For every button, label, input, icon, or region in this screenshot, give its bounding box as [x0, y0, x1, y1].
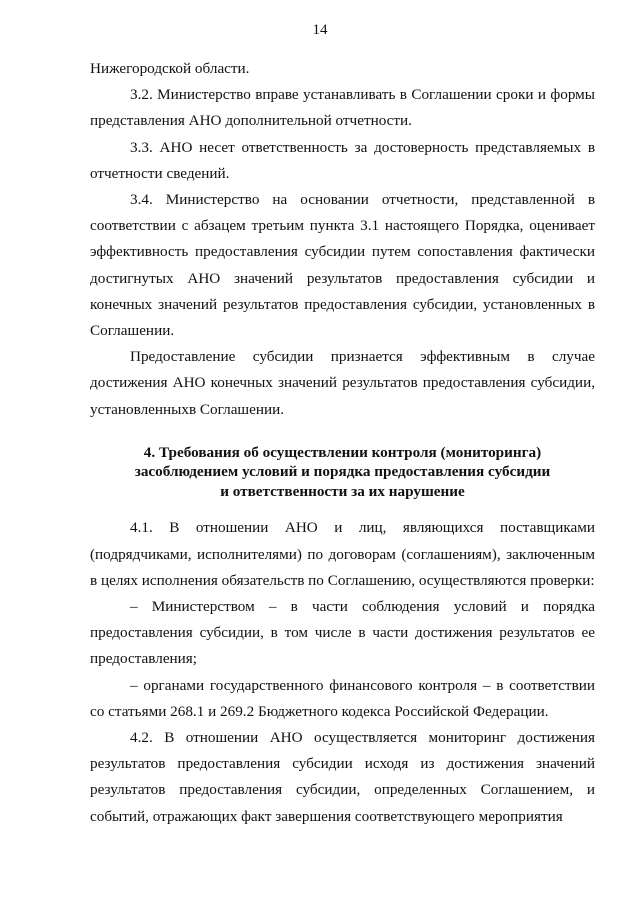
paragraph-4-2: 4.2. В отношении АНО осуществляется мониторинг достижения результатов предоставления субсидии исходя из достижения значений результатов предоставления субсидии, определенных Соглашением, и событий, отражающих факт завершения соответствующего мероприятия — [90, 728, 595, 825]
paragraph-3-4: 3.4. Министерство на основании отчетности, представленной в соответствии с абзацем третьим пункта 3.1 настоящего Порядка, оценивает эффективность предоставления субсидии путем сопоставления фактически достигнутых АНО значений результатов предоставления субсидии и конечных значений результатов предоставления субсидии, установленных в Соглашении. — [90, 191, 595, 340]
paragraph-3-2: 3.2. Министерство вправе устанавливать в Соглашении сроки и формы представления АНО дополнительной отчетности. — [90, 86, 595, 130]
paragraph-3-3: 3.3. АНО несет ответственность за достоверность представляемых в отчетности сведений. — [90, 138, 595, 182]
list-item-financial-control: – органами государственного финансового контроля – в соответствии со статьями 268.1 и 269.2 Бюджетного кодекса Российской Федерации. — [90, 676, 595, 720]
paragraph-effectiveness: Предоставление субсидии признается эффективным в случае достижения АНО конечных значений результатов предоставления субсидии, установленныхв Соглашении. — [90, 348, 595, 418]
section-heading-line-1: 4. Требования об осуществлении контроля (мониторинга) — [143, 443, 542, 461]
document-body — [90, 56, 595, 830]
section-heading-line-2: засоблюдением условий и порядка предоставления субсидии — [134, 463, 551, 481]
paragraph-4-1: 4.1. В отношении АНО и лиц, являющихся поставщиками (подрядчиками, исполнителями) по договорам (соглашениям), заключенным в целях исполнения обязательств по Соглашению, осуществляются проверки: — [90, 519, 595, 589]
paragraph-continuation: Нижегородской области. — [90, 60, 250, 77]
list-item-ministry: – Министерством – в части соблюдения условий и порядка предоставления субсидии, в том числе в части достижения результатов ее предоставления; — [90, 597, 595, 668]
section-heading — [90, 443, 595, 502]
page-number: 14 — [312, 22, 328, 38]
section-heading-line-3: и ответственности за их нарушение — [220, 482, 465, 500]
